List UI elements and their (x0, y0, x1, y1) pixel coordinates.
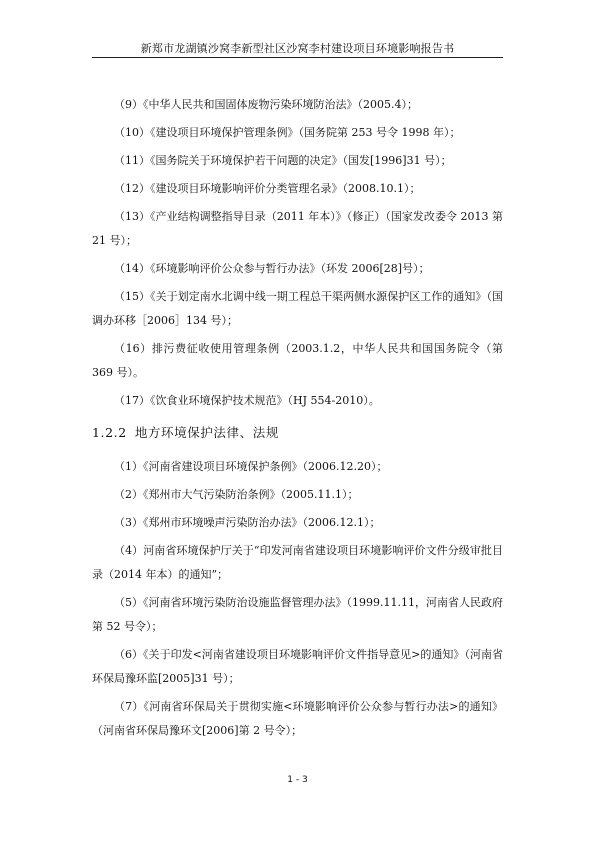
page-header: 新郑市龙湖镇沙窝李新型社区沙窝李村建设项目环境影响报告书 (140, 42, 455, 55)
law-item: （16）排污费征收使用管理条例（2003.1.2，中华人民共和国国务院令（第 369 号）。 (92, 342, 503, 379)
law-item: （2）《郑州市大气污染防治条例》（2005.11.1）； (114, 488, 359, 501)
law-item: （10）《建设项目环境保护管理条例》（国务院第 253 号令 1998 年）； (114, 126, 461, 139)
section-title-text: 地方环境保护法律、法规 (134, 425, 279, 440)
section-number: 1.2.2 (92, 425, 127, 440)
document-body (92, 93, 503, 747)
law-item: （9）《中华人民共和国固体废物污染环境防治法》（2005.4）； (114, 98, 418, 111)
law-item: （11）《国务院关于环境保护若干问题的决定》（国发[1996]31 号）； (114, 154, 452, 167)
page-number: 1 - 3 (287, 775, 308, 785)
header-divider (92, 57, 503, 58)
law-item: （6）《关于印发<河南省建设项目环境影响评价文件指导意见>的通知》（河南省环保局豫环监[2005]31 号）； (92, 648, 503, 685)
law-item: （5）《河南省环境污染防治设施监督管理办法》（1999.11.11，河南省人民政府第 52 号令）； (92, 596, 503, 633)
law-item: （14）《环境影响评价公众参与暂行办法》（环发 2006[28]号）； (114, 262, 430, 275)
law-item: （13）《产业结构调整指导目录（2011 年本）》（修正）（国家发改委令 2013 第 21 号）； (92, 210, 503, 247)
law-item: （7）《河南省环保局关于贯彻实施<环境影响评价公众参与暂行办法>的通知》（河南省环保局豫环文[2006]第 2 号令）； (92, 700, 503, 737)
law-item: （15）《关于划定南水北调中线一期工程总干渠两侧水源保护区工作的通知》（国调办环移［2006］134 号）； (92, 290, 503, 327)
law-item: （4）河南省环境保护厅关于“印发河南省建设项目环境影响评价文件分级审批目录（2014 年本）的通知”； (92, 544, 503, 581)
law-item: （1）《河南省建设项目环境保护条例》（2006.12.20）； (114, 460, 388, 473)
law-item: （3）《郑州市环境噪声污染防治办法》（2006.12.1）； (114, 516, 381, 529)
law-item: （12）《建设项目环境影响评价分类管理名录》（2008.10.1）； (114, 182, 421, 195)
law-item: （17）《饮食业环境保护技术规范》（HJ 554-2010）。 (114, 394, 380, 407)
section-heading (92, 421, 503, 445)
